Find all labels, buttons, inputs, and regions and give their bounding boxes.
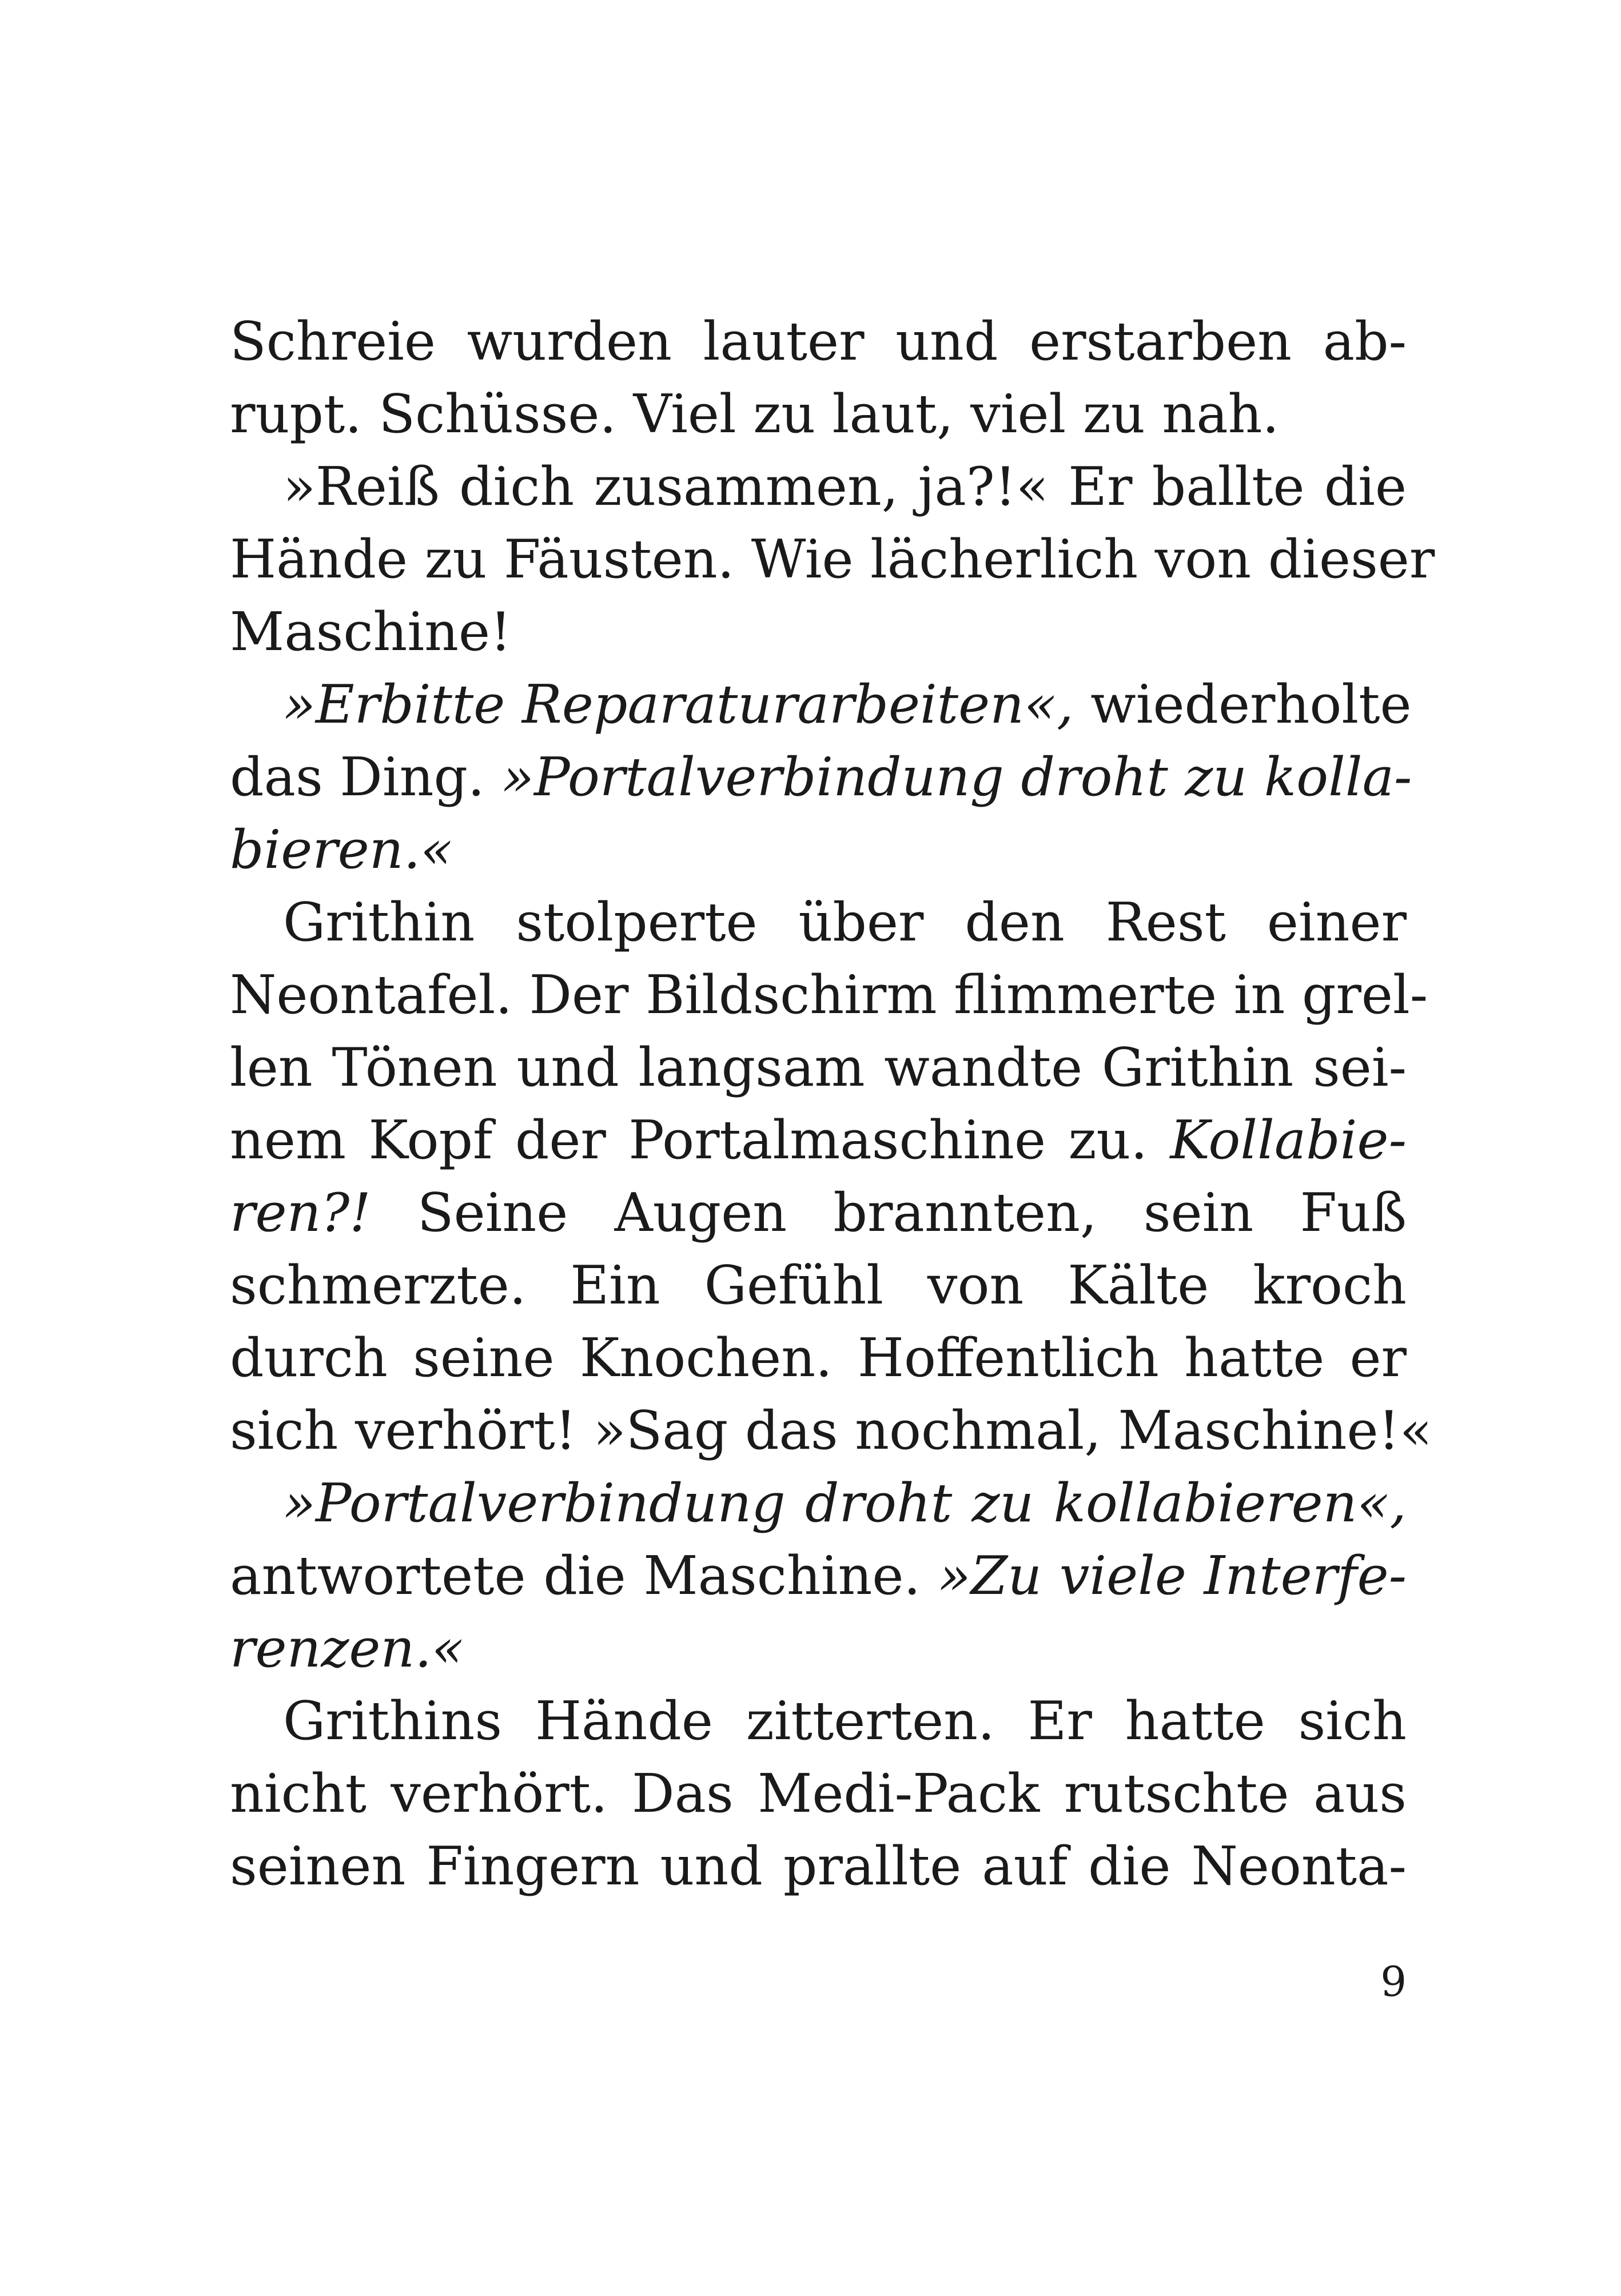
word: verhört.: [391, 1763, 608, 1824]
word: Gefühl: [704, 1254, 883, 1316]
word: »Reiß: [283, 456, 440, 517]
text-line: [230, 1249, 1407, 1322]
text-line: [230, 1177, 1407, 1249]
word: ja?!«: [918, 456, 1049, 517]
word: schmerzte.: [230, 1254, 527, 1316]
word: Er: [1068, 456, 1133, 517]
text-line: [230, 1685, 1407, 1757]
word: Ein: [570, 1254, 660, 1316]
text-line: [230, 959, 1428, 1031]
text-line: [230, 1467, 1407, 1540]
word: kroch: [1253, 1254, 1407, 1316]
page-number: 9: [1380, 1958, 1407, 2006]
word: und: [660, 1835, 763, 1897]
word: und: [895, 310, 998, 372]
word: wandte: [884, 1037, 1083, 1098]
text-line: [230, 596, 1407, 668]
word: zitterten.: [746, 1690, 995, 1752]
word: Bildschirm: [646, 964, 937, 1026]
word: grel-: [1301, 964, 1428, 1026]
word: Interfe-: [1204, 1545, 1407, 1607]
text-line: [230, 1031, 1407, 1104]
word: zu: [424, 528, 487, 590]
word: sich: [1298, 1690, 1407, 1752]
word: auf: [982, 1835, 1068, 1897]
word: nicht: [230, 1763, 367, 1824]
word: Das: [632, 1763, 734, 1824]
word: zu: [971, 1472, 1034, 1534]
text-line: [230, 1830, 1407, 1903]
word: der: [515, 1109, 606, 1171]
word: lächerlich: [870, 528, 1138, 590]
word: len: [230, 1037, 313, 1098]
word: erstarben: [1029, 310, 1292, 372]
text-line: [230, 886, 1407, 959]
word: Fäusten.: [504, 528, 735, 590]
word: durch: [230, 1327, 388, 1389]
text-line: [230, 1104, 1407, 1177]
word: wiederholte: [1090, 673, 1412, 735]
word: Neontafel.: [230, 964, 512, 1026]
word: die: [1324, 456, 1407, 517]
word: hatte: [1125, 1690, 1265, 1752]
word: »Zu: [938, 1545, 1042, 1607]
word: sein: [1143, 1182, 1254, 1243]
word: ren?!: [230, 1182, 371, 1243]
word: Kopf: [368, 1109, 493, 1171]
text-line: [230, 1612, 1407, 1685]
word: seinen: [230, 1835, 406, 1897]
word: ballte: [1152, 456, 1305, 517]
word: »Portalverbindung: [283, 1472, 786, 1534]
text-line: [230, 451, 1407, 523]
text-line: [230, 1322, 1407, 1394]
word: langsam: [638, 1037, 865, 1098]
word: Hoffentlich: [857, 1327, 1159, 1389]
word: von: [1154, 528, 1252, 590]
word: in: [1233, 964, 1285, 1026]
text-line: [230, 814, 1407, 886]
text-run: bieren.«: [230, 819, 453, 880]
word: Knochen.: [579, 1327, 833, 1389]
word: droht: [1021, 746, 1168, 808]
word: zusammen,: [594, 456, 899, 517]
word: Fuß: [1300, 1182, 1407, 1243]
word: Wie: [751, 528, 854, 590]
word: die: [543, 1545, 626, 1607]
text-line: [230, 1394, 1432, 1467]
word: Ding.: [340, 746, 485, 808]
word: Er: [1027, 1690, 1092, 1752]
word: über: [798, 891, 924, 953]
word: Rest: [1105, 891, 1226, 953]
word: antwortete: [230, 1545, 526, 1607]
word: flimmerte: [954, 964, 1217, 1026]
word: ab-: [1323, 310, 1407, 372]
word: von: [927, 1254, 1024, 1316]
word: droht: [804, 1472, 953, 1534]
word: den: [965, 891, 1065, 953]
word: zu.: [1068, 1109, 1148, 1171]
text-line: [230, 668, 1412, 741]
word: brannten,: [833, 1182, 1097, 1243]
word: Grithin: [1101, 1037, 1294, 1098]
word: nem: [230, 1109, 346, 1171]
word: aus: [1313, 1763, 1407, 1824]
word: wurden: [467, 310, 672, 372]
word: Medi-Pack: [758, 1763, 1040, 1824]
text-run: sich verhört! »Sag das nochmal, Maschine!«: [230, 1400, 1432, 1461]
word: »Erbitte: [283, 673, 505, 735]
word: die: [1088, 1835, 1171, 1897]
text-line: [230, 1540, 1407, 1612]
word: stolperte: [516, 891, 758, 953]
word: »Portalverbindung: [501, 746, 1004, 808]
word: Maschine.: [643, 1545, 921, 1607]
word: rutschte: [1064, 1763, 1289, 1824]
word: einer: [1266, 891, 1407, 953]
word: Kälte: [1068, 1254, 1209, 1316]
text-run: renzen.«: [230, 1617, 464, 1679]
word: Augen: [614, 1182, 787, 1243]
word: lauter: [703, 310, 865, 372]
word: seine: [413, 1327, 555, 1389]
word: dich: [459, 456, 575, 517]
text-line: [230, 741, 1412, 814]
text-line: [230, 1757, 1407, 1830]
word: zu: [1185, 746, 1248, 808]
text-line: [230, 378, 1407, 451]
word: sei-: [1313, 1037, 1407, 1098]
word: Schreie: [230, 310, 436, 372]
word: Hände: [535, 1690, 713, 1752]
word: Reparaturarbeiten«,: [521, 673, 1074, 735]
text-run: rupt. Schüsse. Viel zu laut, viel zu nah.: [230, 383, 1280, 445]
text-line: [230, 523, 1435, 596]
word: kolla-: [1264, 746, 1412, 808]
word: prallte: [783, 1835, 962, 1897]
word: dieser: [1268, 528, 1435, 590]
word: Kollabie-: [1170, 1109, 1407, 1171]
body-text: [230, 305, 1435, 1903]
word: Hände: [230, 528, 408, 590]
word: das: [230, 746, 323, 808]
text-run: Maschine!: [230, 601, 512, 663]
word: hatte: [1184, 1327, 1325, 1389]
word: er: [1349, 1327, 1407, 1389]
word: Fingern: [426, 1835, 640, 1897]
word: Grithin: [283, 891, 475, 953]
word: Tönen: [332, 1037, 497, 1098]
word: viele: [1059, 1545, 1186, 1607]
word: Neonta-: [1191, 1835, 1407, 1897]
word: Der: [529, 964, 629, 1026]
word: Portalmaschine: [628, 1109, 1046, 1171]
word: Seine: [417, 1182, 568, 1243]
word: und: [516, 1037, 619, 1098]
word: Grithins: [283, 1690, 503, 1752]
word: kollabieren«,: [1053, 1472, 1407, 1534]
text-line: [230, 305, 1407, 378]
